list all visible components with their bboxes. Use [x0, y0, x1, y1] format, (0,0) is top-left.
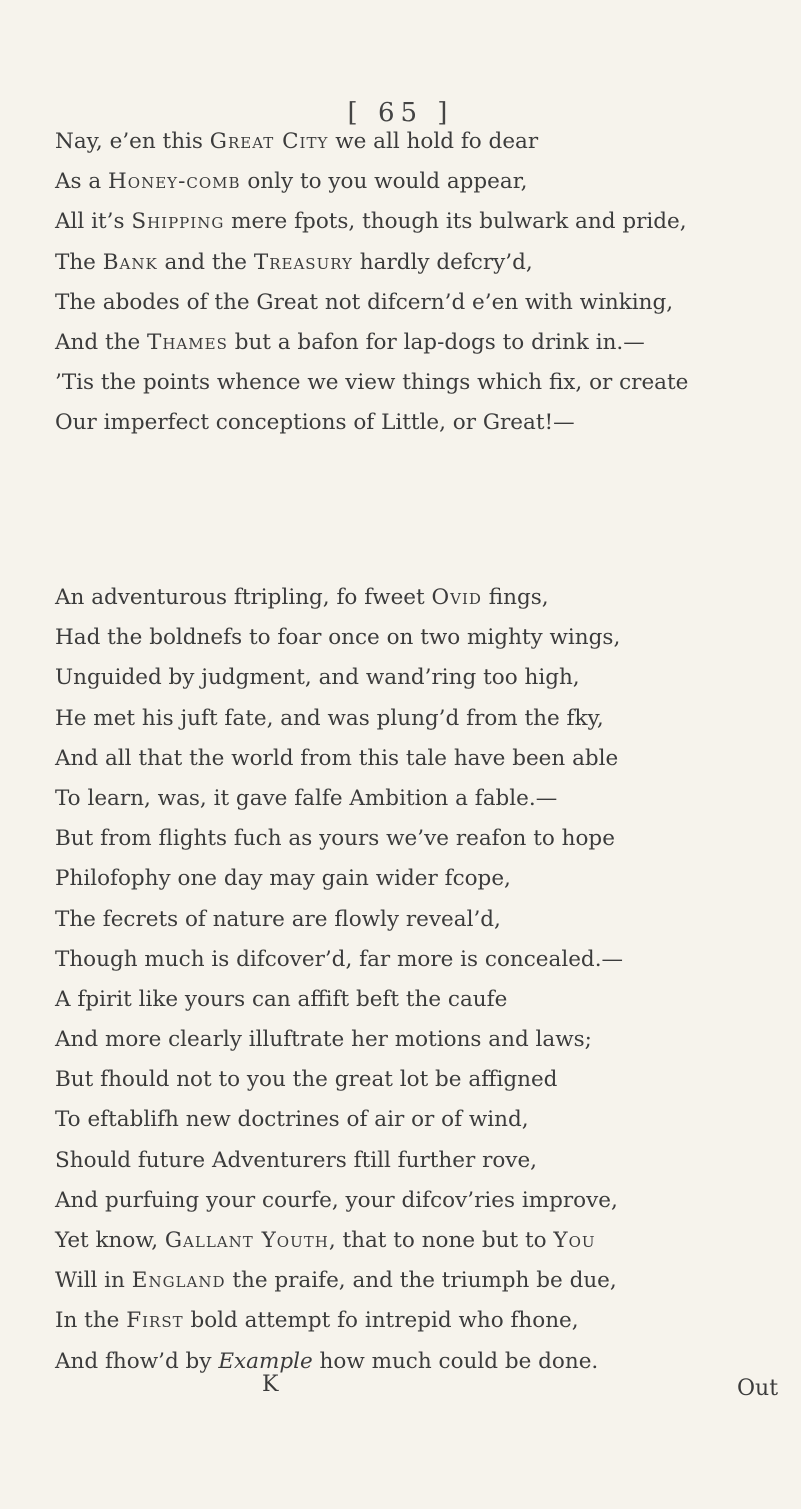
line-text: Though much is difcover’d, far more is concealed.—: [55, 946, 624, 972]
poem-line: [55, 658, 795, 698]
poem-line: [55, 363, 795, 403]
line-text: we all hold fo dear: [328, 129, 539, 154]
line-text: Unguided by judgment, and wand’ring too high,: [55, 665, 580, 691]
line-text: Nay, e’en this: [55, 129, 210, 154]
poem-line: [55, 403, 795, 443]
line-text: only to you would appear,: [240, 169, 528, 195]
line-text: To eftablifh new doctrines of air or of wind,: [55, 1107, 529, 1133]
poem-line: [55, 859, 795, 899]
line-text: Philofophy one day may gain wider fcope,: [55, 866, 511, 892]
small-caps-text: First: [126, 1308, 184, 1334]
poem-line: [55, 323, 795, 363]
poem-line: [55, 699, 795, 739]
page-number: [ 65 ]: [347, 98, 454, 128]
poem-line: [55, 1342, 795, 1382]
poem-line: [55, 1301, 795, 1341]
poem-line: [55, 739, 795, 779]
line-text: The abodes of the Great not difcern’d e’en with winking,: [55, 289, 674, 315]
line-text: The fecrets of nature are flowly reveal’d,: [55, 906, 501, 932]
line-text: Will in: [55, 1268, 132, 1294]
poem-line: [55, 779, 795, 819]
line-text: An adventurous ftripling, fo fweet: [55, 585, 432, 610]
line-text: He met his juft fate, and was plung’d from the fky,: [55, 705, 604, 731]
line-text: Our imperfect conceptions of Little, or Great!—: [55, 410, 575, 436]
line-text: And all that the world from this tale have been able: [55, 745, 619, 771]
line-text: fings,: [481, 585, 549, 610]
line-text: Yet know,: [55, 1228, 165, 1253]
poem-line: [55, 1100, 795, 1140]
poem-line: [55, 202, 795, 242]
line-text: And fhow’d by: [55, 1348, 219, 1374]
line-text: how much could be done.: [312, 1348, 599, 1374]
poem-line: [55, 1060, 795, 1100]
small-caps-text: England: [131, 1268, 226, 1294]
small-caps-text: Honey-comb: [108, 169, 241, 195]
line-text: mere fpots, though its bulwark and pride,: [224, 209, 687, 235]
small-caps-text: Shipping: [131, 209, 225, 235]
line-text: And the: [55, 329, 148, 355]
line-text: But from flights fuch as yours we’ve reafon to hope: [55, 826, 615, 852]
small-caps-text: Bank: [102, 249, 158, 275]
line-text: But fhould not to you the great lot be affigned: [55, 1067, 558, 1093]
line-text: And more clearly illuftrate her motions and laws;: [55, 1027, 592, 1053]
line-text: , that to none but to: [328, 1228, 554, 1253]
poem-line: [55, 1181, 795, 1221]
small-caps-text: Gallant Youth: [164, 1228, 329, 1253]
small-caps-text: Ovid: [431, 585, 482, 610]
small-caps-text: Thames: [147, 329, 228, 355]
poem-line: [55, 980, 795, 1020]
poem-line: [55, 243, 795, 283]
line-text: hardly defcry’d,: [352, 249, 533, 275]
poem-line: [55, 1261, 795, 1301]
line-text: Should future Adventurers ftill further rove,: [55, 1147, 537, 1173]
line-text: ’Tis the points whence we view things which fix, or create: [55, 370, 689, 396]
small-caps-text: Treasury: [253, 249, 353, 275]
catchword: Out: [737, 1376, 779, 1401]
poem-line: [55, 900, 795, 940]
poem-line: [55, 283, 795, 323]
line-text: In the: [55, 1308, 127, 1334]
line-text: but a bafon for lap-dogs to drink in.—: [227, 329, 645, 355]
italic-text: Example: [218, 1348, 313, 1374]
line-text: Had the boldnefs to foar once on two mighty wings,: [55, 625, 621, 651]
small-caps-text: Great City: [209, 129, 329, 154]
poem-line: [55, 162, 795, 202]
poem-line: [55, 819, 795, 859]
line-text: And purfuing your courfe, your difcov’ries improve,: [55, 1187, 618, 1213]
signature-mark: K: [262, 1372, 279, 1397]
line-text: A fpirit like yours can affift beft the caufe: [55, 986, 508, 1012]
poem-line: [55, 578, 795, 618]
poem-line: [55, 618, 795, 658]
poem-line: [55, 122, 795, 162]
line-text: and the: [157, 249, 254, 275]
stanza-2: [55, 578, 795, 1382]
line-text: the praife, and the triumph be due,: [225, 1268, 617, 1294]
stanza-1: [55, 122, 795, 444]
poem-line: [55, 940, 795, 980]
small-caps-text: You: [553, 1228, 596, 1253]
line-text: To learn, was, it gave falfe Ambition a fable.—: [55, 785, 558, 811]
poem-line: [55, 1141, 795, 1181]
line-text: As a: [55, 169, 109, 195]
poem-line: [55, 1020, 795, 1060]
line-text: All it’s: [55, 209, 132, 235]
line-text: bold attempt fo intrepid who fhone,: [183, 1308, 579, 1334]
line-text: The: [55, 249, 103, 275]
poem-line: [55, 1221, 795, 1261]
